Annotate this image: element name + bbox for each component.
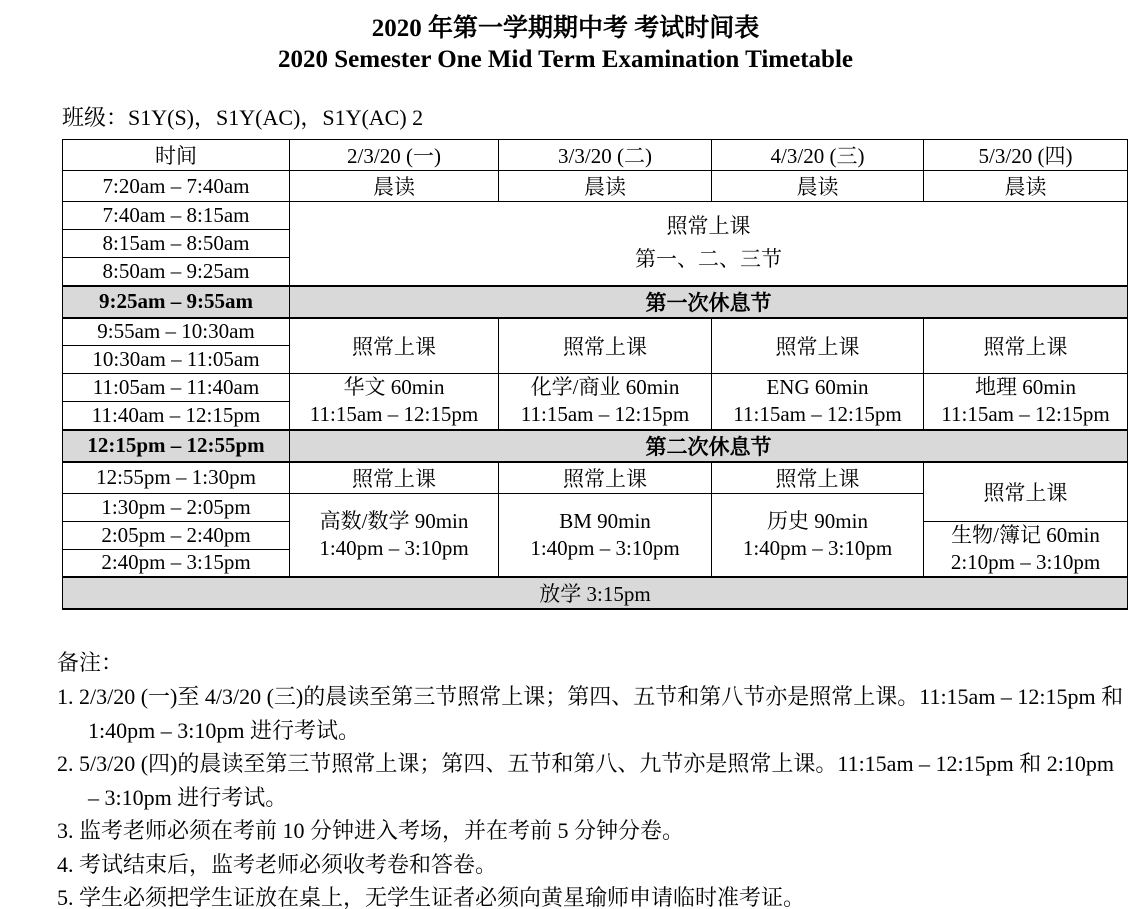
exam-cell-chinese xyxy=(290,374,499,430)
morning-reading-cell: 晨读 xyxy=(924,171,1128,202)
note-item-4: 4. 考试结束后，监考老师必须收考卷和答卷。 xyxy=(57,851,498,877)
time-cell: 8:15am – 8:50am xyxy=(63,230,290,258)
class-line: 班级：S1Y(S)，S1Y(AC)，S1Y(AC) 2 xyxy=(62,105,424,130)
exam-cell-bm xyxy=(499,493,712,577)
usual-classes-cell: 照常上课 xyxy=(499,318,712,374)
time-cell: 11:05am – 11:40am xyxy=(63,374,290,402)
exam-subject: 华文 60min xyxy=(343,375,445,400)
time-cell: 8:50am – 9:25am xyxy=(63,258,290,286)
exam-subject: BM 90min xyxy=(559,508,651,533)
notes-section xyxy=(57,646,1127,909)
exam-time: 2:10pm – 3:10pm xyxy=(950,549,1101,574)
table-row xyxy=(63,171,1128,202)
usual-classes-line2: 第一、二、三节 xyxy=(635,247,782,272)
time-cell: 7:40am – 8:15am xyxy=(63,202,290,230)
exam-cell-math xyxy=(290,493,499,577)
exam-subject: 高数/数学 90min xyxy=(319,508,469,533)
exam-time: 11:15am – 12:15pm xyxy=(520,402,690,427)
time-cell: 2:40pm – 3:15pm xyxy=(63,549,290,577)
morning-reading-cell: 晨读 xyxy=(499,171,712,202)
time-cell: 12:55pm – 1:30pm xyxy=(63,462,290,494)
morning-reading-cell: 晨读 xyxy=(290,171,499,202)
title-block xyxy=(0,0,1131,75)
dismissal-cell: 放学 3:15pm xyxy=(63,577,1128,609)
header-cell-day2: 3/3/20 (二) xyxy=(499,140,712,171)
usual-classes-cell: 照常上课 xyxy=(924,318,1128,374)
exam-time: 11:15am – 12:15pm xyxy=(309,402,479,427)
dismissal-row xyxy=(63,577,1128,609)
note-item-5: 5. 学生必须把学生证放在桌上，无学生证者必须向黄星瑜师申请临时准考证。 xyxy=(57,885,806,909)
time-cell: 9:55am – 10:30am xyxy=(63,318,290,346)
note-item-1: 1. 2/3/20 (一)至 4/3/20 (三)的晨读至第三节照常上课；第四、五节和第八节亦是照常上课。11:15am – 12:15pm 和 1:40pm – 3:10pm 进行考试。 xyxy=(57,684,1124,743)
break1-row xyxy=(63,286,1128,318)
usual-classes-cell: 照常上课 xyxy=(924,462,1128,522)
notes-label: 备注： xyxy=(57,650,124,675)
time-cell: 7:20am – 7:40am xyxy=(63,171,290,202)
header-cell-day3: 4/3/20 (三) xyxy=(712,140,924,171)
exam-timetable xyxy=(62,139,1128,610)
exam-time: 1:40pm – 3:10pm xyxy=(742,535,893,560)
exam-cell-history xyxy=(712,493,924,577)
exam-time: 1:40pm – 3:10pm xyxy=(319,535,469,560)
exam-time: 1:40pm – 3:10pm xyxy=(530,535,680,560)
exam-cell-biology-bookkeeping xyxy=(924,521,1128,577)
exam-subject: 历史 90min xyxy=(767,508,868,533)
exam-cell-english xyxy=(712,374,924,430)
note-item-2: 2. 5/3/20 (四)的晨读至第三节照常上课；第四、五节和第八、九节亦是照常上课。11:15am – 12:15pm 和 2:10pm – 3:10pm 进行考试。 xyxy=(57,751,1115,810)
time-cell: 9:25am – 9:55am xyxy=(63,286,290,318)
table-row xyxy=(63,462,1128,494)
table-row xyxy=(63,202,1128,230)
header-cell-day4: 5/3/20 (四) xyxy=(924,140,1128,171)
table-header-row xyxy=(63,140,1128,171)
time-cell: 10:30am – 11:05am xyxy=(63,346,290,374)
exam-time: 11:15am – 12:15pm xyxy=(733,402,902,427)
exam-cell-chemistry-commerce xyxy=(499,374,712,430)
exam-subject: 地理 60min xyxy=(975,375,1076,400)
time-cell: 1:30pm – 2:05pm xyxy=(63,493,290,521)
exam-subject: ENG 60min xyxy=(766,375,869,400)
table-row xyxy=(63,374,1128,402)
time-cell: 12:15pm – 12:55pm xyxy=(63,430,290,462)
usual-classes-block-cell xyxy=(290,202,1128,286)
usual-classes-cell: 照常上课 xyxy=(499,462,712,494)
exam-subject: 化学/商业 60min xyxy=(530,375,680,400)
usual-classes-cell: 照常上课 xyxy=(712,318,924,374)
header-cell-day1: 2/3/20 (一) xyxy=(290,140,499,171)
note-item-3: 3. 监考老师必须在考前 10 分钟进入考场，并在考前 5 分钟分卷。 xyxy=(57,818,685,843)
break2-cell: 第二次休息节 xyxy=(290,430,1128,462)
table-row xyxy=(63,318,1128,346)
usual-classes-cell: 照常上课 xyxy=(290,318,499,374)
usual-classes-cell: 照常上课 xyxy=(712,462,924,494)
exam-cell-geography xyxy=(924,374,1128,430)
morning-reading-cell: 晨读 xyxy=(712,171,924,202)
break1-cell: 第一次休息节 xyxy=(290,286,1128,318)
header-cell-time: 时间 xyxy=(63,140,290,171)
usual-classes-cell: 照常上课 xyxy=(290,462,499,494)
exam-subject: 生物/簿记 60min xyxy=(951,522,1100,547)
usual-classes-line1: 照常上课 xyxy=(666,214,751,239)
title-chinese: 2020 年第一学期期中考 考试时间表 xyxy=(371,15,760,42)
break2-row xyxy=(63,430,1128,462)
exam-time: 11:15am – 12:15pm xyxy=(941,402,1110,427)
time-cell: 11:40am – 12:15pm xyxy=(63,402,290,430)
time-cell: 2:05pm – 2:40pm xyxy=(63,521,290,549)
title-english: 2020 Semester One Mid Term Examination Timetable xyxy=(278,46,853,73)
